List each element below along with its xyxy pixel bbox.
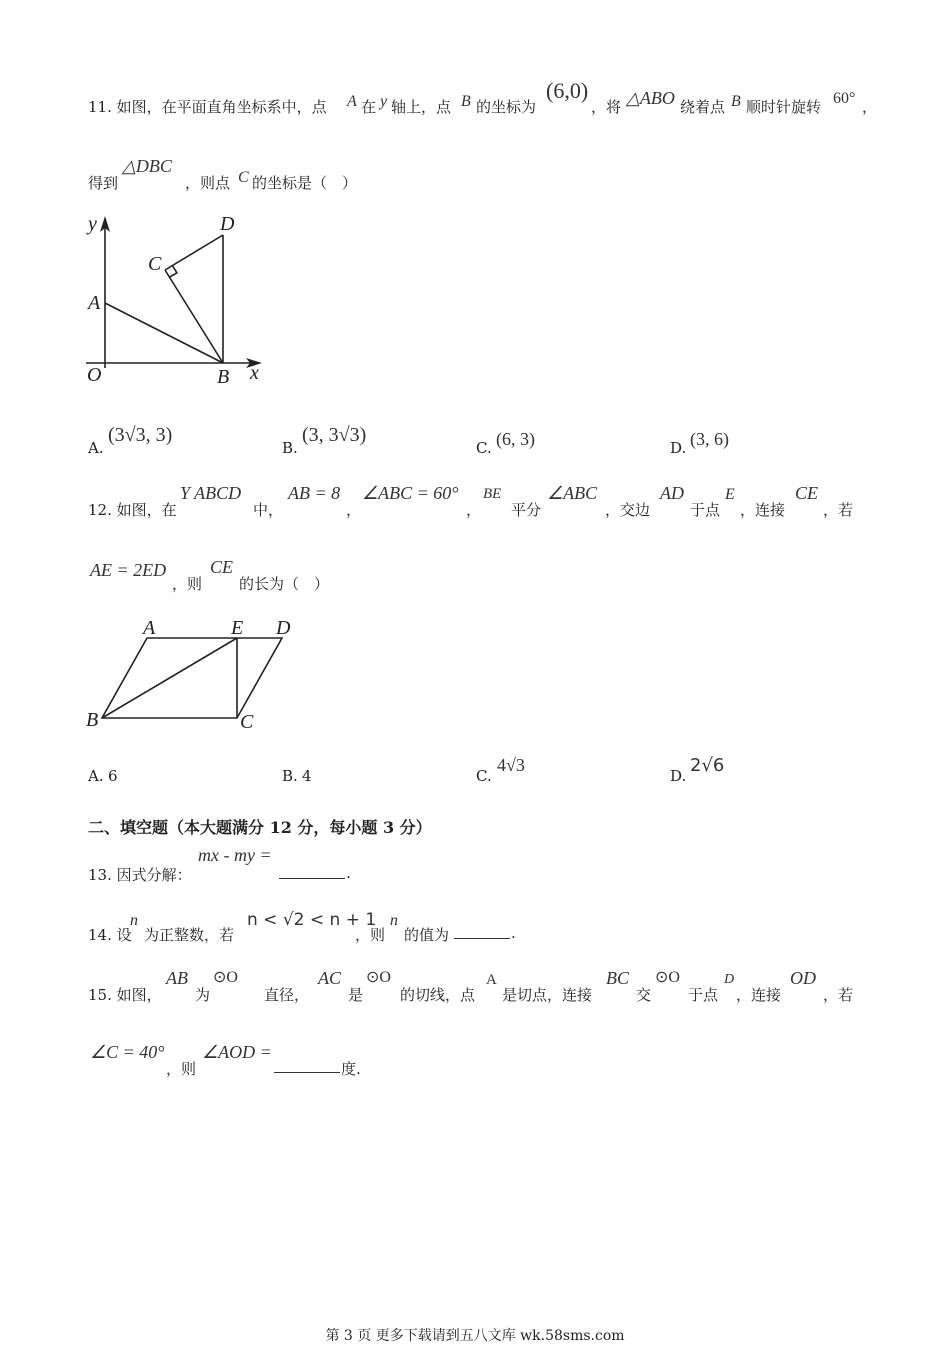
q14-n: n bbox=[130, 912, 138, 929]
q15-bc: BC bbox=[606, 968, 630, 988]
q11-text-around: 绕着点 bbox=[680, 98, 726, 116]
q12-ce-2: CE bbox=[210, 557, 234, 577]
label-c: C bbox=[240, 711, 254, 733]
q14-text-value: 的值为 bbox=[404, 926, 450, 944]
q11-text-coord: 的坐标为 bbox=[476, 98, 537, 116]
label-a: A bbox=[88, 292, 101, 314]
q12-angle-eq: ∠ABC = 60° bbox=[362, 483, 459, 503]
q14-text-integer: 为正整数，若 bbox=[144, 926, 235, 944]
q12-ce: CE bbox=[795, 483, 819, 503]
q12-comma-2: ， bbox=[466, 501, 482, 519]
q11-option-b-label: B. bbox=[282, 439, 298, 457]
q15-text-then: ，则 bbox=[166, 1060, 197, 1078]
q13-period: . bbox=[346, 864, 351, 882]
q15-text-jiao: 交 bbox=[636, 986, 652, 1004]
label-x: x bbox=[250, 362, 259, 384]
q11-point-b2: B bbox=[731, 93, 741, 110]
q12-text-zhong: 中， bbox=[253, 501, 284, 519]
q12-option-c-value: 4√3 bbox=[497, 755, 525, 775]
q11-option-d-value: (3, 6) bbox=[690, 429, 729, 449]
q12-figure bbox=[80, 612, 310, 737]
q15-circle-o-3: ⊙O bbox=[655, 969, 680, 986]
q12-option-d-value: 2√6 bbox=[690, 755, 725, 776]
q11-coord-b: (6,0) bbox=[546, 78, 589, 103]
q11-triangle-dbc: △DBC bbox=[122, 156, 172, 176]
q12-option-a-label: A. bbox=[88, 767, 104, 785]
q12-ab-eq: AB = 8 bbox=[288, 483, 341, 503]
q11-text-will: ，将 bbox=[591, 98, 622, 116]
parallelogram-abcd bbox=[102, 638, 282, 718]
q15-answer-blank[interactable] bbox=[274, 1058, 340, 1073]
section-heading-fill-in: 二、填空题（本大题满分 12 分，每小题 3 分） bbox=[88, 818, 432, 837]
q11-option-a-label: A. bbox=[88, 439, 104, 457]
q11-text-axis: 轴上，点 bbox=[391, 98, 452, 116]
label-y: y bbox=[88, 213, 97, 235]
label-d: D bbox=[220, 213, 235, 235]
q13-text-intro: 13. 因式分解： bbox=[88, 866, 192, 884]
q12-e: E bbox=[725, 486, 735, 503]
q15-text-if: ，若 bbox=[823, 986, 854, 1004]
q11-option-c-value: (6, 3) bbox=[496, 429, 535, 449]
label-b: B bbox=[86, 709, 99, 731]
q11-option-a-value: (3√3, 3) bbox=[108, 424, 173, 446]
q12-parallelogram: Y ABCD bbox=[180, 483, 242, 503]
q11-text-rotate: 顺时针旋转 bbox=[746, 98, 822, 116]
q12-option-b-label: B. bbox=[282, 767, 298, 785]
q12-option-a-value: 6 bbox=[108, 767, 118, 785]
q12-text-bisect: 平分 bbox=[511, 501, 542, 519]
q11-option-b-value: (3, 3√3) bbox=[302, 424, 367, 446]
segment-ab bbox=[105, 303, 223, 363]
q15-text-point: 是切点，连接 bbox=[502, 986, 593, 1004]
q13-answer-blank[interactable] bbox=[279, 864, 345, 879]
q12-option-d-label: D. bbox=[670, 767, 687, 785]
q14-n-2: n bbox=[390, 912, 398, 929]
segment-be bbox=[102, 638, 237, 718]
label-b: B bbox=[217, 366, 230, 388]
label-o: O bbox=[87, 364, 102, 386]
q12-ad: AD bbox=[660, 483, 684, 503]
q11-text-intro: 11. 如图，在平面直角坐标系中，点 bbox=[88, 98, 327, 116]
q12-comma-1: ， bbox=[346, 501, 362, 519]
q12-text-length: 的长为（ ） bbox=[239, 575, 330, 593]
label-c: C bbox=[148, 253, 162, 275]
q12-text-at: 于点 bbox=[690, 501, 721, 519]
q11-triangle-abo: △ABO bbox=[626, 88, 675, 108]
page-footer: 第 3 页 更多下载请到五八文库 wk.58sms.com bbox=[325, 1328, 625, 1344]
label-d: D bbox=[276, 617, 291, 639]
q15-circle-o-1: ⊙O bbox=[213, 969, 238, 986]
q11-option-c-label: C. bbox=[476, 439, 492, 457]
q12-text-cross: ，交边 bbox=[605, 501, 651, 519]
q15-text-connect: ，连接 bbox=[736, 986, 782, 1004]
q15-circle-o-2: ⊙O bbox=[366, 969, 391, 986]
q11-text-get: 得到 bbox=[88, 174, 119, 192]
q12-ae-eq: AE = 2ED bbox=[90, 560, 167, 580]
q14-text-let: 14. 设 bbox=[88, 926, 132, 944]
q15-od: OD bbox=[790, 968, 816, 988]
q14-inequality: n < √2 < n + 1 bbox=[247, 910, 377, 930]
q15-angle-aod: ∠AOD = bbox=[202, 1042, 272, 1062]
q12-text-if: ，若 bbox=[823, 501, 854, 519]
q15-text-intro: 15. 如图， bbox=[88, 986, 162, 1004]
q11-point-a: A bbox=[347, 93, 357, 110]
q12-text-then: ，则 bbox=[172, 575, 203, 593]
q15-ac: AC bbox=[318, 968, 342, 988]
label-e: E bbox=[231, 617, 244, 639]
segment-cd bbox=[165, 235, 223, 270]
q11-angle: 60° bbox=[833, 90, 856, 107]
q15-text-diameter: 直径， bbox=[264, 986, 310, 1004]
q12-option-c-label: C. bbox=[476, 767, 492, 785]
q15-text-shi: 是 bbox=[348, 986, 364, 1004]
q12-option-b-value: 4 bbox=[302, 767, 312, 785]
q11-figure bbox=[80, 208, 280, 398]
q11-text-in: 在 bbox=[361, 98, 377, 116]
q12-text-intro: 12. 如图，在 bbox=[88, 501, 177, 519]
q11-point-c: C bbox=[238, 169, 249, 186]
q14-period: . bbox=[511, 924, 516, 942]
q15-angle-c: ∠C = 40° bbox=[90, 1042, 165, 1062]
q15-text-at: 于点 bbox=[688, 986, 719, 1004]
q15-point-d: D bbox=[724, 972, 735, 987]
q12-angle-abc: ∠ABC bbox=[547, 483, 598, 503]
q15-point-a: A bbox=[486, 972, 497, 988]
q13-expression: mx - my = bbox=[198, 845, 272, 865]
q11-y: y bbox=[380, 93, 388, 110]
q15-text-tangent: 的切线，点 bbox=[400, 986, 476, 1004]
q11-point-b: B bbox=[461, 93, 471, 110]
label-a: A bbox=[143, 617, 156, 639]
q11-text-then: ，则点 bbox=[185, 174, 231, 192]
q12-be: BE bbox=[483, 486, 502, 502]
q11-text-comma: ， bbox=[862, 98, 878, 116]
q11-text-question: 的坐标是（ ） bbox=[252, 174, 358, 192]
q15-text-wei: 为 bbox=[195, 986, 211, 1004]
q12-text-connect: ，连接 bbox=[740, 501, 786, 519]
q11-option-d-label: D. bbox=[670, 439, 687, 457]
q15-text-degree: 度. bbox=[341, 1060, 361, 1078]
q15-ab: AB bbox=[166, 968, 188, 988]
q14-answer-blank[interactable] bbox=[454, 924, 510, 939]
q14-text-then: ，则 bbox=[355, 926, 386, 944]
